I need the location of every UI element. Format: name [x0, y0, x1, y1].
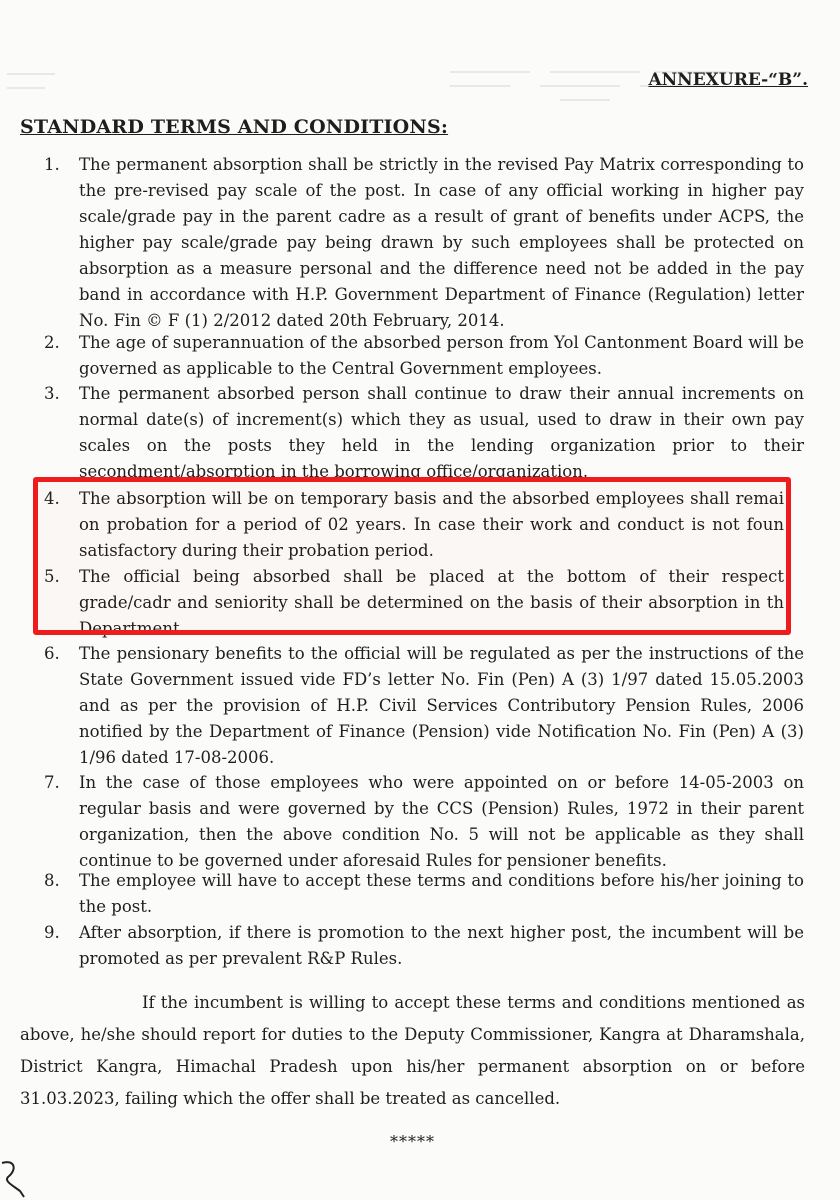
term-text: The official being absorbed shall be placed at the bottom of their respect grade/cadr and seniority shall be determined on the basis of their absorption in th Department.: [79, 567, 784, 638]
term-number: 6.: [44, 644, 60, 663]
annexure-label: ANNEXURE-“B”.: [648, 70, 808, 90]
bleed-through-texture-left: [5, 40, 60, 110]
term-number: 2.: [44, 333, 60, 352]
term-text: In the case of those employees who were appointed on or before 14-05-2003 on regular basis and were governed by the CCS (Pension) Rules, 1972 in their parent organization, then the above condition No. 5 will not be applicable as they shall continue to be governed under aforesaid Rules for pensioner benefits.: [79, 773, 804, 870]
term-text: The pensionary benefits to the official will be regulated as per the instructions of the State Government issued vide FD’s letter No. Fin (Pen) A (3) 1/97 dated 15.05.2003 and as per the provision of H.P. Civil Services Contributory Pension Rules, 2006 notified by the Department of Finance (Pension) vide Notification No. Fin (Pen) A (3) 1/96 dated 17-08-2006.: [79, 644, 804, 767]
term-text: The employee will have to accept these terms and conditions before his/her joining to the post.: [79, 871, 804, 916]
term-text: The age of superannuation of the absorbed person from Yol Cantonment Board will be governed as applicable to the Central Government employees.: [79, 333, 804, 378]
term-number: 1.: [44, 155, 60, 174]
highlight-box: [33, 477, 791, 635]
end-mark: *****: [390, 1132, 435, 1151]
term-number: 5.: [44, 567, 60, 586]
term-number: 8.: [44, 871, 60, 890]
term-number: 9.: [44, 923, 60, 942]
term-text: The absorption will be on temporary basis and the absorbed employees shall remai on probation for a period of 02 years. In case their work and conduct is not foun satisfactory during their probation period.: [79, 489, 784, 560]
term-text: After absorption, if there is promotion to the next higher post, the incumbent will be promoted as per prevalent R&P Rules.: [79, 923, 804, 968]
bleed-through-lines-left: [5, 40, 60, 110]
closing-paragraph: If the incumbent is willing to accept these terms and conditions mentioned as above, he/she should report for duties to the Deputy Commissioner, Kangra at Dharamshala, District Kangra, Himachal Pradesh upon his/her permanent absorption on or before 31.03.2023, failing which the offer shall be treated as cancelled.: [20, 993, 805, 1108]
term-number: 7.: [44, 773, 60, 792]
page-title: STANDARD TERMS AND CONDITIONS:: [20, 116, 449, 138]
term-text: The permanent absorption shall be strictly in the revised Pay Matrix corresponding to the pre-revised pay scale of the post. In case of any official working in higher pay scale/grade pay in the parent cadre as a result of grant of benefits under ACPS, the higher pay scale/grade pay being drawn by such employees shall be protected on absorption as a measure personal and the difference need not be added in the pay band in accordance with H.P. Government Department of Finance (Regulation) letter No. Fin © F (1) 2/2012 dated 20th February, 2014.: [79, 155, 804, 330]
signature-mark-icon: [0, 1155, 30, 1200]
term-number: 4.: [44, 489, 60, 508]
term-number: 3.: [44, 384, 60, 403]
term-text: The permanent absorbed person shall continue to draw their annual increments on normal date(s) of increment(s) which they as usual, used to draw in their own pay scales on the posts they held in the lending organization prior to their secondment/absorption in the borrowing office/organization.: [79, 384, 804, 481]
